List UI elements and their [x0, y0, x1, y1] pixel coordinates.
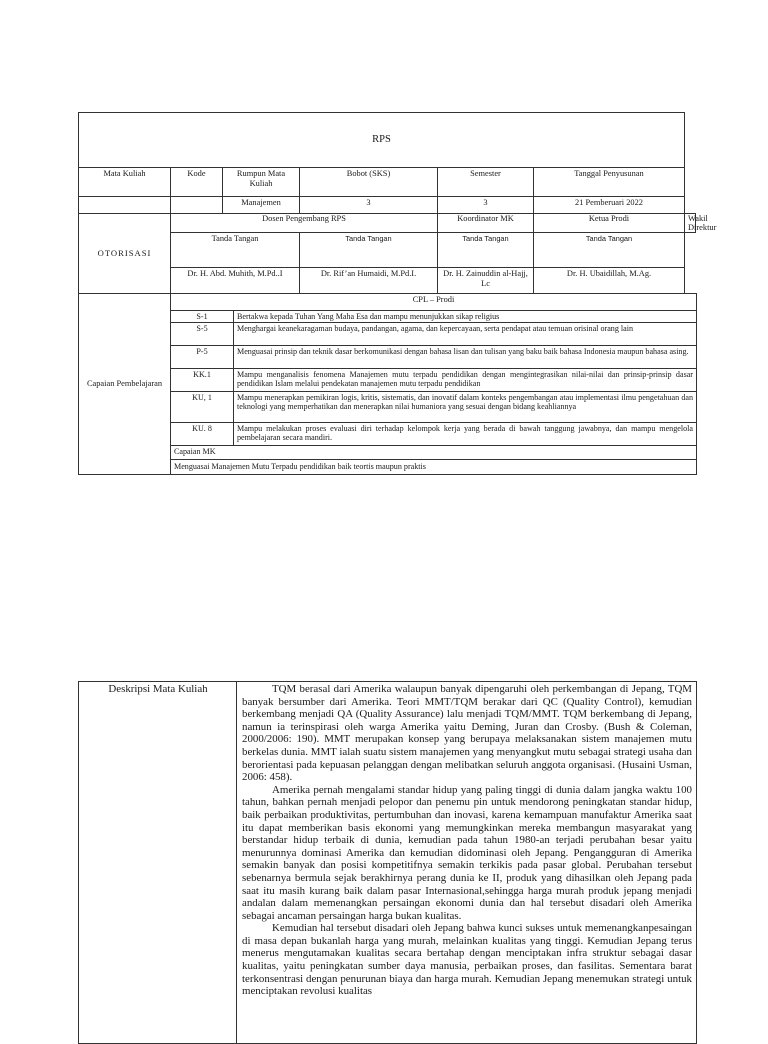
col-tanggal: Tanggal Penyusunan — [534, 168, 685, 197]
name-direktur: Dr. H. Ubaidillah, M.Ag. — [534, 268, 685, 294]
role-direktur: Wakil Direktur — [685, 214, 696, 233]
col-kode: Kode — [171, 168, 223, 197]
cpl-text: Mampu menganalisis fenomena Manajemen mutu terpadu pendidikan dengan mengintegrasikan nilai-nilai dan prinsip-prinsip dasar pendidikan Islam melalui pendekatan manajemen mutu terpadu pendidikan — [234, 369, 697, 392]
deskripsi-body — [237, 682, 697, 1044]
name-dosen: Dr. H. Abd. Muhith, M.Pd..I — [171, 268, 300, 294]
sig-dosen: Tanda Tangan — [171, 233, 300, 268]
otorisasi-label: OTORISASI — [79, 214, 171, 294]
val-kode — [171, 197, 223, 214]
role-dosen: Dosen Pengembang RPS — [171, 214, 438, 233]
cpl-code: S-5 — [171, 323, 234, 346]
col-bobot: Bobot (SKS) — [300, 168, 438, 197]
sig-koordinator: Tanda Tangan — [300, 233, 438, 268]
capaian-label: Capaian Pembelajaran — [79, 294, 171, 475]
cpl-header: CPL – Prodi — [171, 294, 697, 311]
deskripsi-paragraph: Amerika pernah mengalami standar hidup yang paling tinggi di dunia dalam jangka waktu 100 tahun, bahkan pernah menjadi pelopor dan penemu pin untuk mendorong peningkatan standar hidup, baik perbaikan produktivitas, pertumbuhan dan inovasi, karena kemampuan manufaktur Amerika saat itu dapat memberikan basis ekonomi yang memungkinkan mereka membangun masyarakat yang berstandar hidup terbaik di dunia, kemudian pada tahun 1980-an terjadi perubahan besar yaitu menurunnya dominasi Amerika dan kemudian didominasi oleh Jepang. Pengangguran di Amerika semakin banyak dan posisi kompetitifnya semakin terkikis pada pasar global. Perubahan tersebut sebenarnya bermula sejak berakhirnya perang dunia ke II, produk yang dihasilkan oleh Jepang pada saat itu masih kurang baik dalam pasar Internasional,sehingga harga murah produk jepang menjadi andalan dalam memenangkan persaingan ekonomi dunia dan hal tersebut disadari oleh Amerika sebagai ancaman persaingan harga bukan kualitas. — [242, 783, 692, 922]
cpl-text: Mampu melakukan proses evaluasi diri terhadap kelompok kerja yang berada di bawah tanggung jawabnya, dan mampu mengelola pembelajaran secara mandiri. — [234, 423, 697, 446]
col-mata-kuliah: Mata Kuliah — [79, 168, 171, 197]
role-koordinator: Koordinator MK — [438, 214, 534, 233]
cpl-text: Bertakwa kepada Tuhan Yang Maha Esa dan mampu menunjukkan sikap religius — [234, 311, 697, 323]
deskripsi-paragraph: Kemudian hal tersebut disadari oleh Jepang bahwa kunci sukses untuk memenangkanpesaingan di masa depan bukanlah harga yang murah, melainkan kualitas yang tinggi. Kemudian Jepang terus menerus mengutamakan kualitas secara bertahap dengan menciptakan infra struktur sebagai dasar kualitas, yaitu peningkatan sumber daya manusia, perbaikan proses, dan fasilitas. Sementara barat terkonsentrasi dengan penurunan biaya dan harga murah. Kemudian Jepang menemukan strategi untuk menciptakan revolusi kualitas — [242, 922, 692, 998]
sig-direktur: Tanda Tangan — [534, 233, 685, 268]
cpl-text: Menghargai keanekaragaman budaya, pandangan, agama, dan kepercayaan, serta pendapat atau temuan orisinal orang lain — [234, 323, 697, 346]
name-prodi: Dr. H. Zainuddin al-Hajj, Lc — [438, 268, 534, 294]
rps-title: RPS — [79, 113, 685, 168]
val-bobot: 3 — [300, 197, 438, 214]
cpl-code: KU. 8 — [171, 423, 234, 446]
val-tanggal: 21 Pemberuari 2022 — [534, 197, 685, 214]
deskripsi-table — [78, 681, 697, 1044]
val-mata-kuliah — [79, 197, 171, 214]
cpl-code: KU, 1 — [171, 392, 234, 423]
capaian-mk-text: Menguasai Manajemen Mutu Terpadu pendidikan baik teortis maupun praktis — [171, 460, 697, 475]
val-semester: 3 — [438, 197, 534, 214]
cpl-code: KK.1 — [171, 369, 234, 392]
val-rumpun: Manajemen — [223, 197, 300, 214]
capaian-mk-label: Capaian MK — [171, 446, 697, 460]
deskripsi-label: Deskripsi Mata Kuliah — [79, 682, 237, 1044]
col-rumpun: Rumpun Mata Kuliah — [223, 168, 300, 197]
rps-table — [78, 112, 717, 294]
cpl-text: Mampu menerapkan pemikiran logis, kritis, sistematis, dan inovatif dalam konteks pengembangan atau implementasi ilmu pengetahuan dan teknologi yang memperhatikan dan menerapkan nilai humaniora yang sesuai dengan bidang keahliannya — [234, 392, 697, 423]
name-koordinator: Dr. Rif’an Humaidi, M.Pd.I. — [300, 268, 438, 294]
col-semester: Semester — [438, 168, 534, 197]
deskripsi-paragraph: TQM berasal dari Amerika walaupun banyak dipengaruhi oleh perkembangan di Jepang, TQM banyak bersumber dari Amerika. Teori MMT/TQM berakar dari QC (Quality Control), kemudian berkembang menjadi QA (Quality Assurance) lalu menjadi TQM/MMT. TQM berkembang di Jepang, namun ia terinspirasi oleh warga Amerika yaitu Deming, Juran dan Crosby. (Bush & Coleman, 2000/2006: 190). MMT merupakan konsep yang berupaya melaksanakan sistem manajemen mutu berkelas dunia. MMT ialah suatu sistem manajemen yang menyangkut mutu sebagai strategi usaha dan berorientasi pada kepuasan pelanggan dengan melibatkan seluruh anggota organisasi. (Husaini Usman, 2006: 458). — [242, 683, 692, 784]
capaian-table — [78, 293, 697, 475]
sig-prodi: Tanda Tangan — [438, 233, 534, 268]
cpl-code: S-1 — [171, 311, 234, 323]
cpl-text: Menguasai prinsip dan teknik dasar berkomunikasi dengan bahasa lisan dan tulisan yang baku baik bahasa Indonesia maupun bahasa asing. — [234, 346, 697, 369]
cpl-code: P-5 — [171, 346, 234, 369]
role-prodi: Ketua Prodi — [534, 214, 685, 233]
